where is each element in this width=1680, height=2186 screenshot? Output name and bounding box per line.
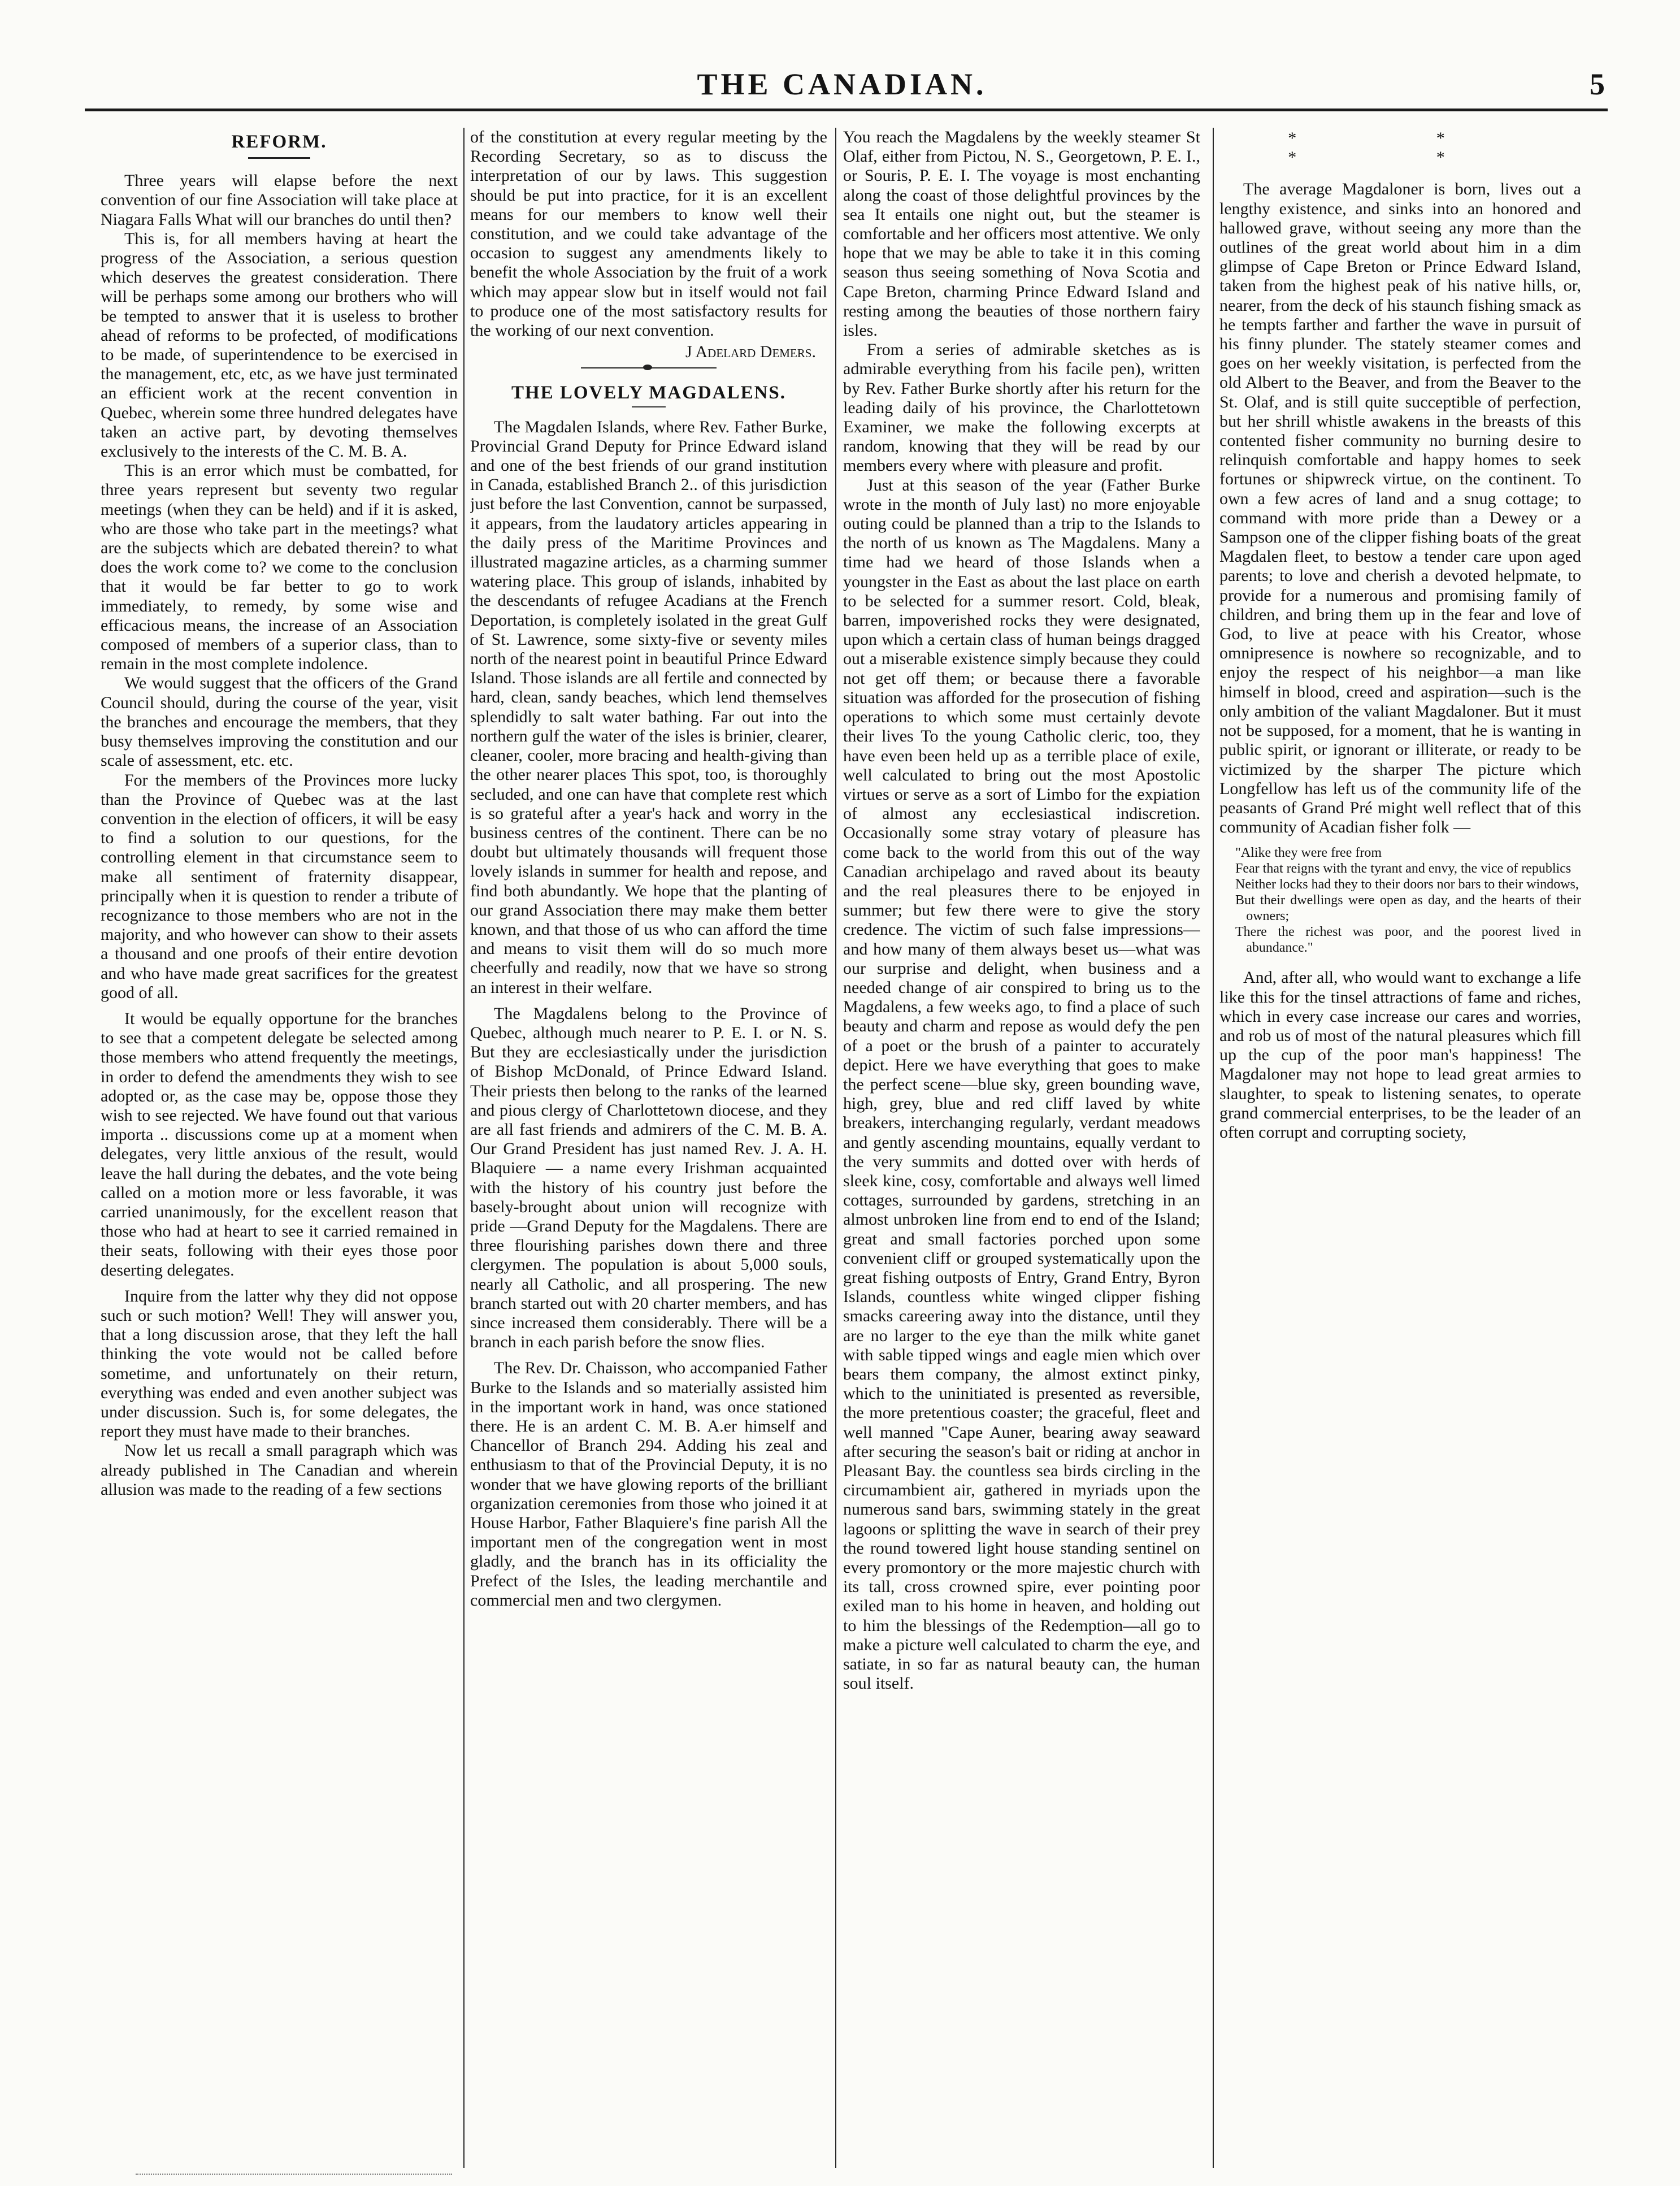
quote-line: There the richest was poor, and the poorest lived in abundance." xyxy=(1235,925,1581,956)
article-divider xyxy=(581,367,717,368)
section-break: * * * * xyxy=(1288,129,1513,167)
article-paragraph: The Magdalen Islands, where Rev. Father Burke, Provincial Grand Deputy for Prince Edward island and one of the best friends of our grand institution in Canada, established Branch 2.. of this jurisdiction just before the last Convention, cannot be surpassed, it appears, from the laudatory articles appearing in the daily press of the Maritime Provinces and illustrated magazine articles, as a charming summer watering place. This group of islands, inhabited by the descendants of refugee Acadians at the French Deportation, is completely isolated in the great Gulf of St. Lawrence, some sixty-five or seventy miles north of the nearest point in beautiful Prince Edward Island. Those islands are all fertile and connected by hard, clean, sandy beaches, which lend themselves splendidly to salt water bathing. Far out into the northern gulf the water of the isles is brinier, clearer, cleaner, cooler, more bracing and health-giving than the other nearer places This spot, too, is thoroughly secluded, and one can have that complete rest which is so grateful after a year's hack and worry in the business centres of the continent. There can be no doubt but ultimately thousands will frequent those lovely islands in summer for health and repose, and find both abundantly. We hope that the planting of our grand Association there may make them better known, and that those of us who can afford the time and means to visit them will do so much more cheerfully and readily, now that we have so strong an interest in their welfare. xyxy=(470,417,827,997)
article-paragraph: And, after all, who would want to exchange a life like this for the tinsel attractions of fame and riches, which in every case increase our cares and worries, and rob us of most of the natural pleasures which fill up the cup of the poor man's happiness! The Magdaloner may not hope to lead great armies to slaughter, to speak to listening senates, to operate grand commercial enterprises, to be the leader of an often corrupt and corrupting society, xyxy=(1219,968,1581,1142)
article-paragraph: This is an error which must be combatted, for three years represent but seventy two regular meetings (when they can be held) and if it is asked, who are those who take part in the meetings? what are the subjects which are debated therein? to what does the work come to? we come to the conclusion that it would be far better to go to work immediately, to remedy, by some wise and efficacious means, the increase of an Association composed of members of a superior class, than to remain in the most complete indolence. xyxy=(101,461,458,674)
quote-line: "Alike they were free from xyxy=(1235,845,1382,861)
title-rule xyxy=(632,406,666,407)
magdalens-title: THE LOVELY MAGDALENS. xyxy=(511,383,787,404)
quote-line: But their dwellings were open as day, and the hearts of their owners; xyxy=(1235,893,1581,924)
article-paragraph: This is, for all members having at heart the progress of the Association, a serious question which deserves the greatest consideration. There will be perhaps some among our brothers who will be tempted to answer that it is useless to brother ahead of reforms to be profected, of modifications to be made, of superintendence to be exercised in the management, etc, etc, as we have just terminated an efficient work at the recent convention in Quebec, wherein some three hundred delegates have taken an active part, by devoting themselves exclusively to the interests of the C. M. B. A. xyxy=(101,229,458,461)
article-paragraph: We would suggest that the officers of the Grand Council should, during the course of the year, visit the branches and encourage the members, that they busy themselves improving the constitution and our scale of assessment, etc. etc. xyxy=(101,674,458,770)
article-paragraph: Inquire from the latter why they did not oppose such or such motion? Well! They will answer you, that a long discussion arose, that they left the hall thinking the vote would not be called before sometime, and unfortunately on their return, everything was ended and even another subject was under discussion. Such is, for some delegates, the report they must have made to their branches. xyxy=(101,1286,458,1441)
article-paragraph: For the members of the Provinces more lucky than the Province of Quebec was at the last convention in the election of officers, it will be easy to find a solution to our questions, for the controlling element in that circumstance seem to make all sentiment of fraternity disappear, principally when it is question to render a tribute of recognizance to those members who are not in the majority, and who however can show to their assets a thousand and one proofs of their entire devotion and who have made great sacrifices for the greatest good of all. xyxy=(101,770,458,1002)
title-rule xyxy=(248,157,310,159)
print-artifact xyxy=(136,2174,452,2176)
column-2 xyxy=(470,128,827,2162)
article-paragraph: From a series of admirable sketches as is admirable everything from his facile pen), written by Rev. Father Burke shortly after his return for the leading daily of his province, the Charlottetown Examiner, we make the following excerpts at random, knowing that they will be read by our members every where with pleasure and profit. xyxy=(843,340,1200,475)
column-1 xyxy=(101,128,458,2162)
article-paragraph: Just at this season of the year (Father Burke wrote in the month of July last) no more enjoyable outing could be planned than a trip to the Islands to the north of us known as The Magdalens. Many a time had we heard of those Islands when a youngster in the East as about the last place on earth to be selected for a summer resort. Cold, bleak, barren, impoverished rocks they were designated, upon which a certain class of human beings dragged out a miserable existence simply because they could not get off them; or because there a favorable situation was afforded for the prosecution of fishing operations to which some must certainly devote their lives To the young Catholic cleric, too, they have even been held up as a terrible place of exile, well calculated to bring out the most Apostolic virtues or serve as a sort of Limbo for the expiation of almost any ecclesiastical indiscretion. Occasionally some stray votary of pleasure has come back to the world from this out of the way Canadian archipelago and raved about its beauty and the real pleasures there to be enjoyed in summer; but few there were to give the story credence. The victim of such false impressions—and how many of them always beset us—what was our surprise and delight, when business and a needed change of air conspired to bring us to the Magdalens, a few weeks ago, to find a place of such beauty and charm and repose as would defy the pen of a poet or the brush of a painter to accurately depict. Here we have everything that goes to make the perfect scene—blue sky, green bounding wave, high, grey, blue and red cliff laved by white breakers, interchanging regularly, verdant meadows and gently ascending mountains, equally verdant to the very summits and dotted over with herds of sleek kine, cosy, comfortable and always well limed cottages, surrounded by gardens, stretching in an almost unbroken line from end to end of the Island; great and small factories porched upon some convenient cliff or grouped systematically upon the great fishing outposts of Entry, Grand Entry, Byron Islands, countless white winged clipper fishing smacks careering away into the distance, until they are no larger to the eye than the milk white ganet with sable tipped wings and eagle mien which over bears them company, the almost extinct pinky, which to the uninitiated is presented as reversible, the more pretentious coaster; the graceful, fleet and well manned "Cape Auner, bearing away seaward after securing the season's bait or riding at anchor in Pleasant Bay. the countless sea birds circling in the circumambient air, gathered in myriads upon the numerous sand bars, swimming stately in the great lagoons or splitting the wave in search of their prey the round towered light house standing sentinel on every promontory or the more majestic church with its tall, cross crowned spire, ever pointing poor exiled man to his home in heaven, and holding out to him the blessings of the Redemption—all go to make a picture well calculated to charm the eye, and satiate, in so far as natural beauty can, the human soul itself. xyxy=(843,475,1200,1693)
column-divider xyxy=(835,128,836,2168)
article-paragraph: The Rev. Dr. Chaisson, who accompanied Father Burke to the Islands and so materially assisted him in the important work in hand, was once stationed there. He is an ardent C. M. B. A.er himself and Chancellor of Branch 294. Adding his zeal and enthusiasm to that of the Provincial Deputy, it is no wonder that we have glowing reports of the brilliant organization ceremonies from those who joined it at House Harbor, Father Blaquiere's fine parish All the important men of the congregation went in most gladly, and the branch has in its officiality the Prefect of the Isles, the leading merchantile and commercial men and two clergymen. xyxy=(470,1359,827,1610)
article-paragraph: of the constitution at every regular meeting by the Recording Secretary, so as to discuss the interpretation of our by laws. This suggestion should be put into practice, for it is an excellent means for our members to know well their constitution, and we could take advantage of the occasion to suggest any amendments likely to benefit the whole Association by the fruit of a work which may appear slow but in itself would not fail to produce one of the most satisfactory results for the working of our next convention. xyxy=(470,128,827,340)
column-divider xyxy=(463,128,465,2168)
page-number: 5 xyxy=(1590,67,1605,101)
column-divider xyxy=(1213,128,1214,2168)
column-3 xyxy=(843,128,1200,2162)
quote-line: Fear that reigns with the tyrant and envy, the vice of republics xyxy=(1235,861,1572,877)
poem-quote xyxy=(1235,845,1581,956)
author-signature: J Adelard Demers. xyxy=(685,342,816,362)
header-rule xyxy=(85,109,1608,111)
article-paragraph: The average Magdaloner is born, lives out a lengthy existence, and sinks into an honored and hallowed grave, without seeing any more than the outlines of the great world about him in a dim glimpse of Cape Breton or Prince Edward Island, taken from the highest peak of his native hills, or, nearer, from the deck of his staunch fishing smack as he tempts farther and farther the wave in pursuit of his finny plunder. The stately steamer comes and goes on her weekly visitation, is perfected from the old Albert to the Beaver, and from the Beaver to the St. Olaf, and is still quite succeptible of perfection, but her shrill whistle awakens in the breasts of this contented fisher community no burning desire to relinquish comfortable and happy homes to seek fortunes or shipwreck virtue, on the continent. To own a few acres of land and a snug cottage; to command with more pride than a Dewey or a Sampson one of the clipper fishing boats of the great Magdalen fleet, to bestow a tender care upon aged parents; to love and cherish a devoted helpmate, to provide for a numerous and promising family of children, and bring them up in the fear and love of God, to live at peace with his Creator, whose omnipresence is nowhere so recognizable, and to enjoy the respect of his neighbor—a man like himself in blood, creed and aspiration—such is the only ambition of the valiant Magdaloner. But it must not be supposed, for a moment, that he is wanting in public spirit, or ignorant or illiterate, or ready to be victimized by the sharper The picture which Longfellow has left us of the community life of the peasants of Grand Pré might well reflect that of this community of Acadian fisher folk — xyxy=(1219,180,1581,837)
article-paragraph: Now let us recall a small paragraph which was already published in The Canadian and wherein allusion was made to the reading of a few sections xyxy=(101,1441,458,1499)
article-paragraph: You reach the Magdalens by the weekly steamer St Olaf, either from Pictou, N. S., Georgetown, P. E. I., or Souris, P. E. I. The voyage is most enchanting along the coast of those delightful provinces by the sea It entails one night out, but the steamer is comfortable and her officers most attentive. We only hope that we may be able to take it in this coming season thus seeing something of Nova Scotia and Cape Breton, charming Prince Edward Island and resting among the beauties of those northern fairy isles. xyxy=(843,128,1200,340)
quote-line: Neither locks had they to their doors nor bars to their windows, xyxy=(1235,877,1579,892)
masthead: THE CANADIAN. xyxy=(697,67,987,101)
column-4 xyxy=(1219,128,1581,2162)
article-paragraph: The Magdalens belong to the Province of Quebec, although much nearer to P. E. I. or N. S. But they are ecclesiastically under the jurisdiction of Bishop McDonald, of Prince Edward Island. Their priests then belong to the ranks of the learned and pious clergy of Charlottetown diocese, and they are all fast friends and admirers of the C. M. B. A. Our Grand President has just named Rev. J. A. H. Blaquiere — a name every Irishman acquainted with the history of his country just before the basely-brought about union will recognize with pride —Grand Deputy for the Magdalens. There are three flourishing parishes down there and three clergymen. The population is about 5,000 souls, nearly all Catholic, and all prospering. The new branch started out with 20 charter members, and has since increased them considerably. There will be a branch in each parish before the snow flies. xyxy=(470,1004,827,1352)
article-paragraph: It would be equally opportune for the branches to see that a competent delegate be selected among those members who attend frequently the meetings, in order to defend the amendments they wish to see adopted or, as the case may be, oppose those they wish to see rejected. We have found out that various importa .. discussions come up at a moment when delegates, very little anxious of the result, would leave the hall during the debates, and the vote being called on a motion more or less favorable, it was carried unanimously, for the excellent reason that those who had at heart to see it carried remained in their seats, following with their eyes those poor deserting delegates. xyxy=(101,1009,458,1279)
reform-title: REFORM. xyxy=(231,132,327,152)
article-paragraph: Three years will elapse before the next convention of our fine Association will take place at Niagara Falls What will our branches do until then? xyxy=(101,171,458,229)
